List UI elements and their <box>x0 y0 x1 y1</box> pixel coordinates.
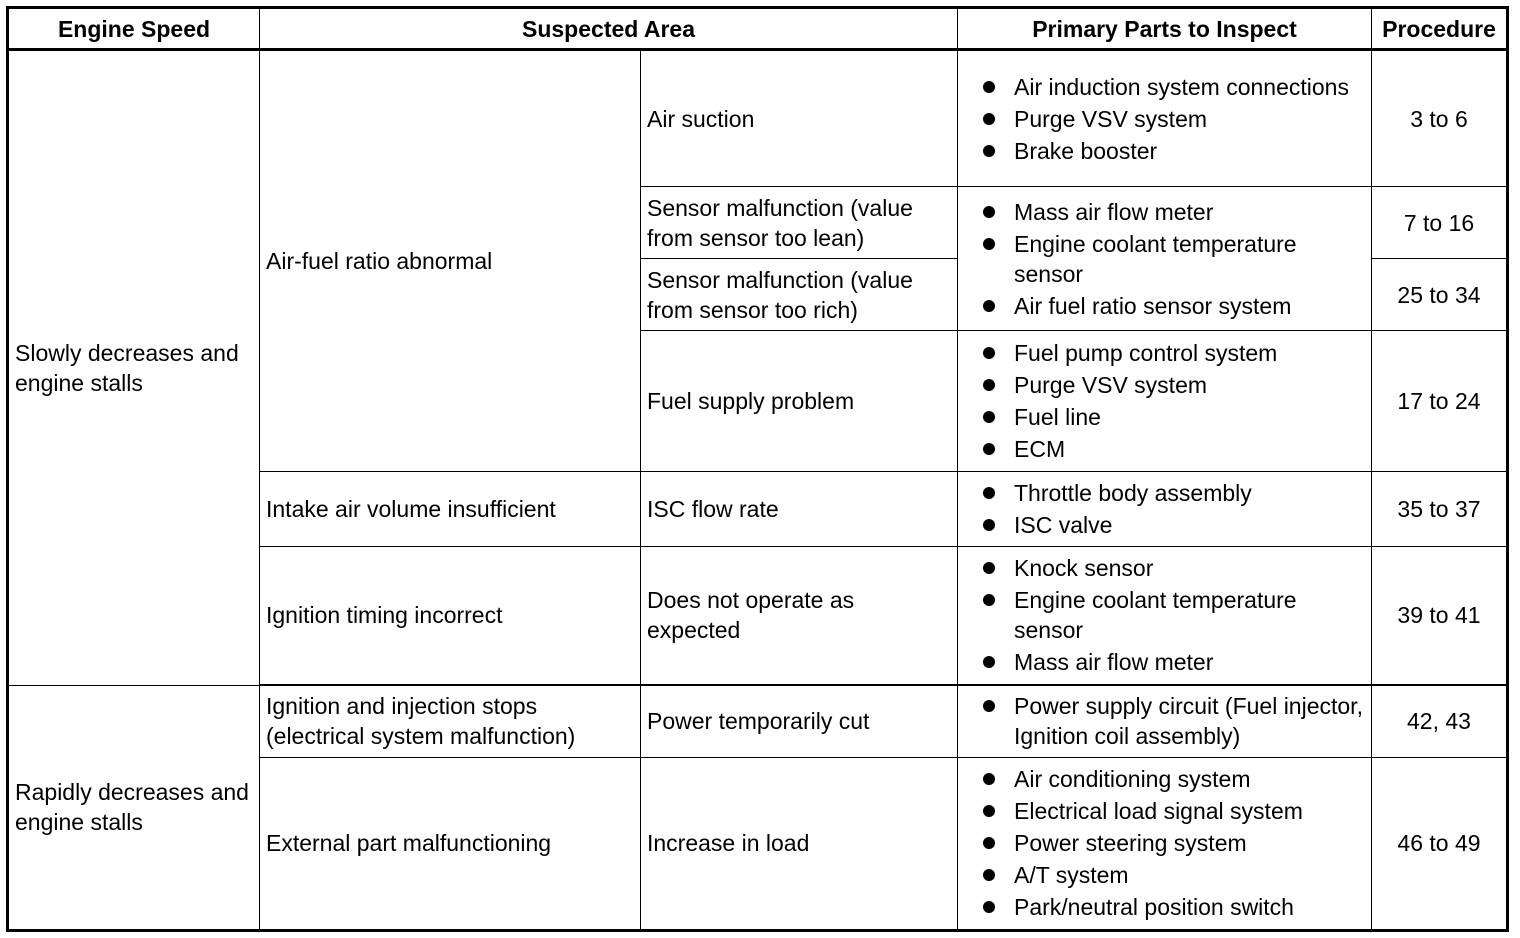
parts-list-item: Brake booster <box>1014 136 1365 166</box>
suspected-area-cell: Ignition timing incorrect <box>260 546 641 684</box>
procedure-cell: 7 to 16 <box>1372 187 1508 259</box>
header-suspected-area: Suspected Area <box>260 8 958 50</box>
procedure-cell: 35 to 37 <box>1372 472 1508 546</box>
suspected-detail-cell: ISC flow rate <box>641 472 958 546</box>
parts-cell <box>958 757 1372 930</box>
header-procedure: Procedure <box>1372 8 1508 50</box>
engine-speed-cell: Rapidly decreases and engine stalls <box>8 685 260 930</box>
parts-list-item: Fuel pump control system <box>1014 338 1365 368</box>
suspected-detail-cell: Does not operate as expected <box>641 546 958 684</box>
parts-cell <box>958 50 1372 187</box>
table-row <box>8 50 1508 187</box>
suspected-detail-cell: Power temporarily cut <box>641 685 958 757</box>
suspected-detail-cell: Sensor malfunction (value from sensor too lean) <box>641 187 958 259</box>
procedure-cell: 3 to 6 <box>1372 50 1508 187</box>
parts-list <box>964 478 1365 540</box>
parts-list <box>964 197 1365 321</box>
parts-cell <box>958 685 1372 757</box>
parts-list-item: Electrical load signal system <box>1014 796 1365 826</box>
diagnosis-table <box>6 6 1509 932</box>
suspected-detail-cell: Air suction <box>641 50 958 187</box>
procedure-cell: 46 to 49 <box>1372 757 1508 930</box>
parts-list <box>964 764 1365 922</box>
parts-list <box>964 691 1365 751</box>
procedure-cell: 25 to 34 <box>1372 259 1508 331</box>
header-engine-speed: Engine Speed <box>8 8 260 50</box>
parts-list-item: Engine coolant temperature sensor <box>1014 585 1365 645</box>
parts-cell <box>958 472 1372 546</box>
parts-list-item: Power steering system <box>1014 828 1365 858</box>
parts-list-item: Engine coolant temperature sensor <box>1014 229 1365 289</box>
parts-list-item: Knock sensor <box>1014 553 1365 583</box>
parts-list-item: Air fuel ratio sensor system <box>1014 291 1365 321</box>
parts-list <box>964 72 1365 166</box>
parts-list-item: Power supply circuit (Fuel injector, Ignition coil assembly) <box>1014 691 1365 751</box>
parts-list <box>964 338 1365 464</box>
parts-list-item: Mass air flow meter <box>1014 197 1365 227</box>
suspected-area-cell: Intake air volume insufficient <box>260 472 641 546</box>
engine-speed-cell: Slowly decreases and engine stalls <box>8 50 260 686</box>
suspected-area-cell: Ignition and injection stops (electrical system malfunction) <box>260 685 641 757</box>
suspected-area-cell: External part malfunctioning <box>260 757 641 930</box>
parts-list-item: Purge VSV system <box>1014 104 1365 134</box>
table-row <box>8 685 1508 757</box>
parts-list <box>964 553 1365 677</box>
parts-list-item: Throttle body assembly <box>1014 478 1365 508</box>
parts-cell <box>958 331 1372 472</box>
procedure-cell: 42, 43 <box>1372 685 1508 757</box>
suspected-detail-cell: Sensor malfunction (value from sensor too rich) <box>641 259 958 331</box>
suspected-area-cell: Air-fuel ratio abnormal <box>260 50 641 472</box>
procedure-cell: 39 to 41 <box>1372 546 1508 684</box>
parts-list-item: Purge VSV system <box>1014 370 1365 400</box>
parts-cell <box>958 546 1372 684</box>
suspected-detail-cell: Fuel supply problem <box>641 331 958 472</box>
procedure-cell: 17 to 24 <box>1372 331 1508 472</box>
parts-cell <box>958 187 1372 331</box>
parts-list-item: Mass air flow meter <box>1014 647 1365 677</box>
parts-list-item: A/T system <box>1014 860 1365 890</box>
header-primary-parts: Primary Parts to Inspect <box>958 8 1372 50</box>
parts-list-item: ISC valve <box>1014 510 1365 540</box>
parts-list-item: ECM <box>1014 434 1365 464</box>
parts-list-item: Air conditioning system <box>1014 764 1365 794</box>
parts-list-item: Park/neutral position switch <box>1014 892 1365 922</box>
suspected-detail-cell: Increase in load <box>641 757 958 930</box>
parts-list-item: Fuel line <box>1014 402 1365 432</box>
parts-list-item: Air induction system connections <box>1014 72 1365 102</box>
header-row <box>8 8 1508 50</box>
